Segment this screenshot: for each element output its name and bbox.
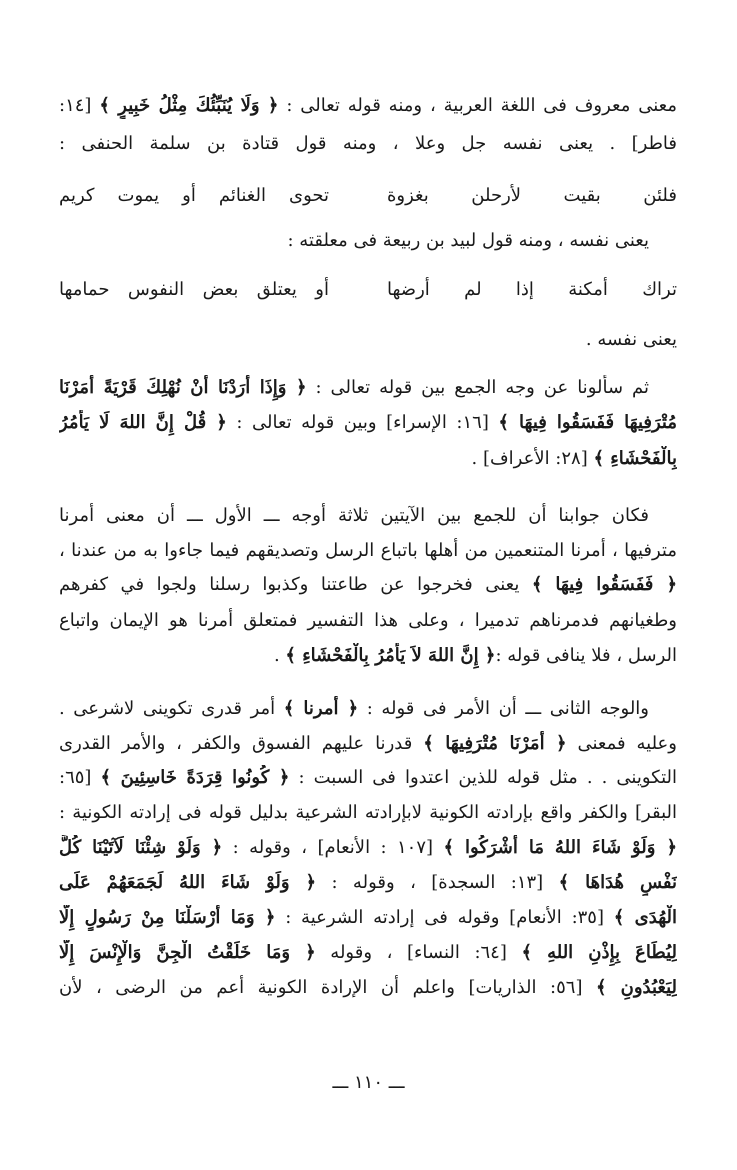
text-line-9: مترفيها ، أمرنا المتنعمين من أهلها باتباع الرسل وتصديقهم فيما جاءوا به من عندنا ، <box>59 540 677 561</box>
verse-first-hemistich: فلئن بقيت لأرحلن بغزوة <box>387 185 677 206</box>
page-number: ـــ ١١٠ ـــ <box>332 1072 405 1093</box>
quran-quote: نَفْسٍ هُدَاهَا ﴾ <box>558 872 677 893</box>
quran-quote: لِيُطَاعَ بِإِذْنِ اللهِ ﴾ <box>521 942 677 963</box>
text-line-18: نَفْسٍ هُدَاهَا ﴾ [١٣: السجدة] ، وقوله : ﴿ وَلَوْ شَاءَ اللهُ لَجَمَعَهُمْ عَلَى <box>59 872 677 893</box>
text-line-21: لِيَعْبُدُونِ ﴾ [٥٦: الذاريات] واعلم أن الإرادة الكونية أعم من الرضى ، لأن <box>59 977 677 998</box>
verse-second-hemistich: أو يعتلق بعض النفوس حمامها <box>59 279 329 300</box>
quran-quote: ﴿ فَفَسَقُوا فِيهَا ﴾ <box>531 574 677 595</box>
text-line-11: وطغيانهم فدمرناهم تدميرا ، وعلى هذا التفسير فمتعلق أمرنا هو الإيمان واتباع <box>59 610 677 631</box>
text-line-13: والوجه الثانى ـــ أن الأمر فى قوله : ﴿ أمرنا ﴾ أمر قدرى تكوينى لاشرعى . <box>59 698 649 719</box>
quran-quote: بِالْفَحْشَاءِ ﴾ <box>593 448 677 469</box>
text-line-3: يعنى نفسه ، ومنه قول لبيد بن ربيعة فى معلقته : <box>287 230 649 251</box>
text-line-7: بِالْفَحْشَاءِ ﴾ [٢٨: الأعراف] . <box>471 448 677 469</box>
text-line-12: الرسل ، فلا ينافى قوله :﴿ إِنَّ اللهَ لاَ يَأْمُرُ بِالْفَحْشَاءِ ﴾ . <box>273 645 677 666</box>
verse-first-hemistich: تراك أمكنة إذا لم أرضها <box>387 279 677 300</box>
text-line-4: يعنى نفسه . <box>585 329 677 350</box>
text-line-20: لِيُطَاعَ بِإِذْنِ اللهِ ﴾ [٦٤: النساء] ، وقوله ﴿ وَمَا خَلَقْتُ الْجِنَّ وَالْإِنْسَ إِلَّا <box>59 942 677 963</box>
quran-quote: ﴿ وَلَوْ شَاءَ اللهُ لَجَمَعَهُمْ عَلَى <box>59 872 317 893</box>
quran-quote: ﴿ قُلْ إِنَّ اللهَ لَا يَأْمُرُ <box>59 412 227 433</box>
quran-quote: ﴿ كُونُوا قِرَدَةً خَاسِئِينَ ﴾ <box>100 767 290 788</box>
quran-quote: ﴿ وَلَا يُنَبِّئُكَ مِثْلُ خَبِيرٍ ﴾ <box>99 95 279 116</box>
text-line-17: ﴿ وَلَوْ شَاءَ اللهُ مَا أَشْرَكُوا ﴾ [١٠٧ : الأنعام] ، وقوله : ﴿ وَلَوْ شِئْنَا لَآتَيْنَا كُلَّ <box>59 837 677 858</box>
quran-quote: ﴿ إِنَّ اللهَ لاَ يَأْمُرُ بِالْفَحْشَاءِ ﴾ <box>285 645 496 666</box>
text-line-2: فاطر] . يعنى نفسه جل وعلا ، ومنه قول قتادة بن سلمة الحنفى : <box>59 133 677 154</box>
quran-quote: ﴿ وَلَوْ شِئْنَا لَآتَيْنَا كُلَّ <box>59 837 223 858</box>
quran-quote: ﴿ وَلَوْ شَاءَ اللهُ مَا أَشْرَكُوا ﴾ <box>443 837 677 858</box>
quran-quote: ﴿ وَإِذَا أَرَدْنَا أَنْ نُهْلِكَ قَرْيَةً أَمَرْنَا <box>59 377 307 398</box>
text-line-15: التكوينى . . مثل قوله للذين اعتدوا فى السبت : ﴿ كُونُوا قِرَدَةً خَاسِئِينَ ﴾ [٦٥: <box>59 767 677 788</box>
text-line-19: الْهُدَى ﴾ [٣٥: الأنعام] وقوله فى إرادته الشرعية : ﴿ وَمَا أَرْسَلْنَا مِنْ رَسُولٍ إِلَّا <box>59 907 677 928</box>
quran-quote: مُتْرَفِيهَا فَفَسَقُوا فِيهَا ﴾ <box>498 412 677 433</box>
quran-quote: ﴿ أَمَرْنَا مُتْرَفِيهَا ﴾ <box>423 733 567 754</box>
quran-quote: ﴿ أمرنا ﴾ <box>283 698 359 719</box>
text-line-5: ثم سألونا عن وجه الجمع بين قوله تعالى : ﴿ وَإِذَا أَرَدْنَا أَنْ نُهْلِكَ قَرْيَةً أَمَرْنَا <box>59 377 650 398</box>
quran-quote: لِيَعْبُدُونِ ﴾ <box>596 977 677 998</box>
verse-second-hemistich: تحوى الغنائم أو يموت كريم <box>59 185 329 206</box>
text-line-8: فكان جوابنا أن للجمع بين الآيتين ثلاثة أوجه ـــ الأول ـــ أن معنى أمرنا <box>59 505 649 526</box>
quran-quote: ﴿ وَمَا خَلَقْتُ الْجِنَّ وَالْإِنْسَ إِلَّا <box>59 942 316 963</box>
text-line-16: البقر] والكفر واقع بإرادته الكونية لابإرادته الشرعية بدليل قوله فى إرادته الكونية : <box>59 802 677 823</box>
text-line-14: وعليه فمعنى ﴿ أَمَرْنَا مُتْرَفِيهَا ﴾ قدرنا عليهم الفسوق والكفر ، والأمر القدرى <box>59 733 677 754</box>
quran-quote: ﴿ وَمَا أَرْسَلْنَا مِنْ رَسُولٍ إِلَّا <box>59 907 276 928</box>
text-line-6: مُتْرَفِيهَا فَفَسَقُوا فِيهَا ﴾ [١٦: الإسراء] وبين قوله تعالى : ﴿ قُلْ إِنَّ اللهَ لَا يَأْمُرُ <box>59 412 677 433</box>
text-line-1: معنى معروف فى اللغة العربية ، ومنه قوله تعالى : ﴿ وَلَا يُنَبِّئُكَ مِثْلُ خَبِيرٍ ﴾ [١٤: <box>59 95 677 116</box>
quran-quote: الْهُدَى ﴾ <box>613 907 677 928</box>
text-line-10: ﴿ فَفَسَقُوا فِيهَا ﴾ يعنى فخرجوا عن طاعتنا وكذبوا رسلنا ولجوا في كفرهم <box>59 574 677 595</box>
